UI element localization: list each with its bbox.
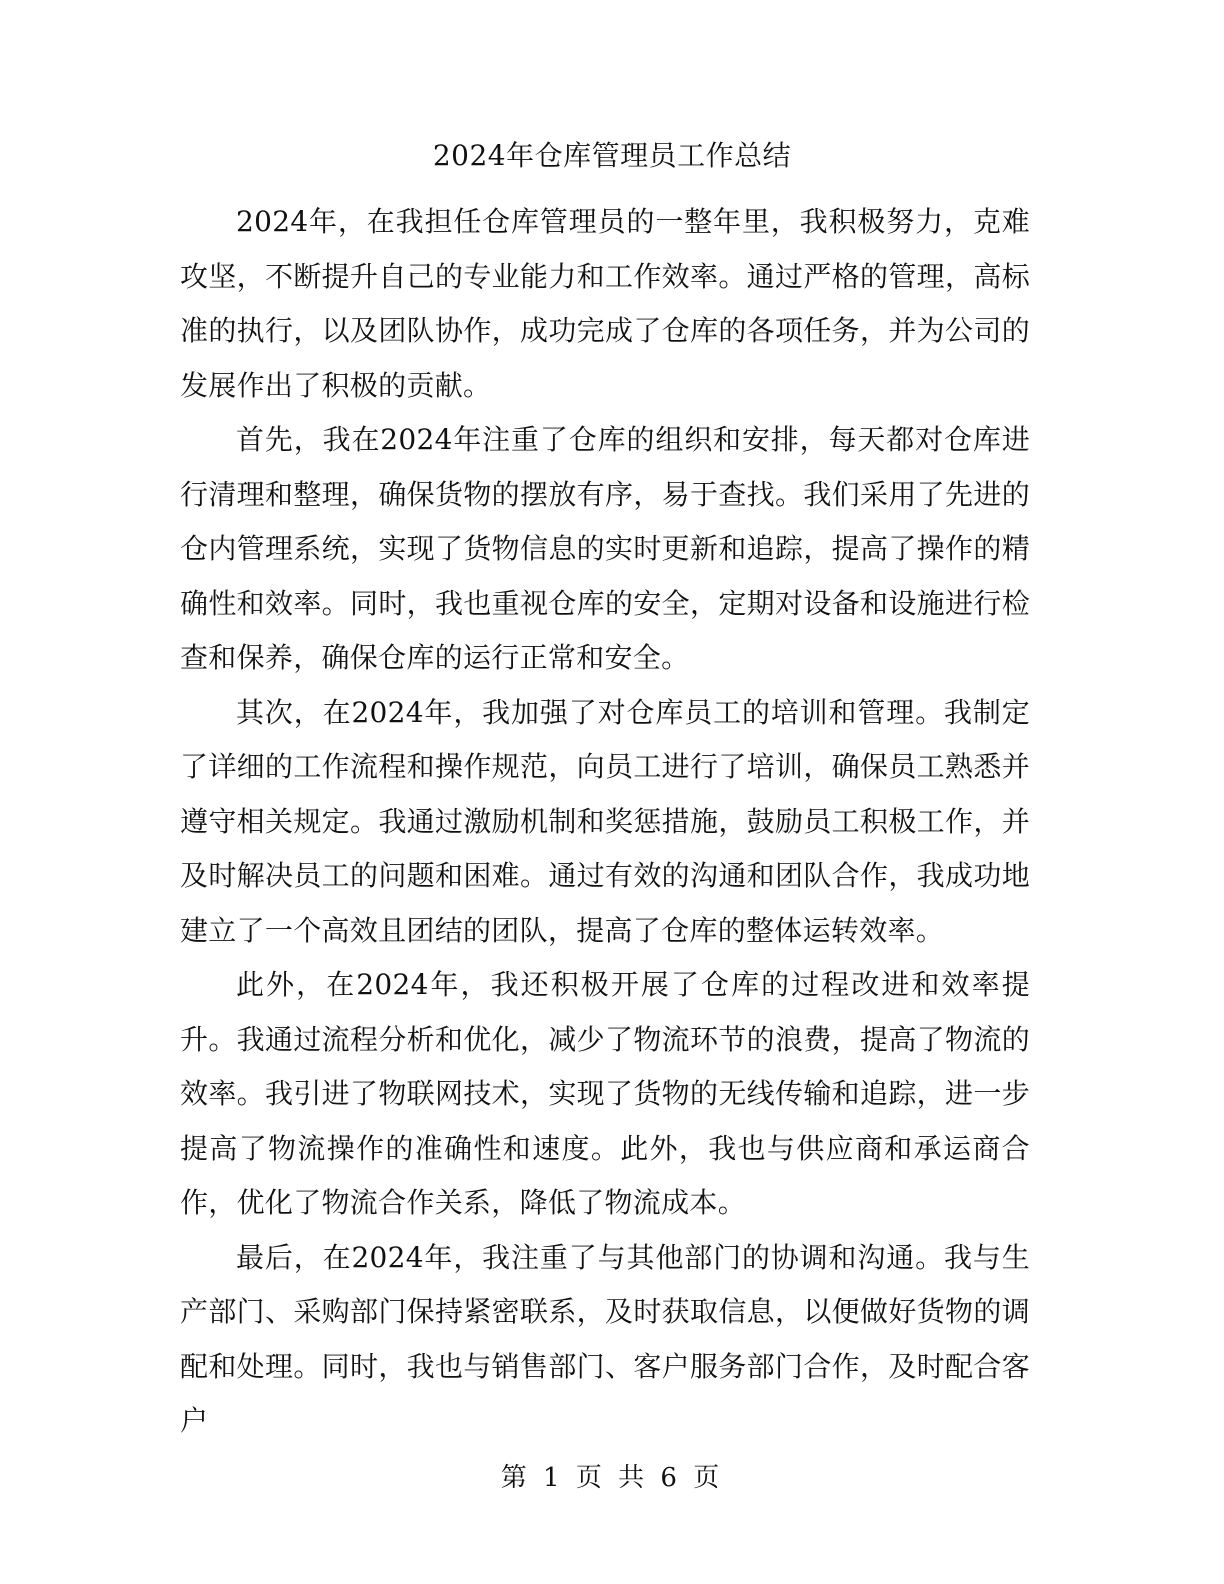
paragraph-intro: 2024年，在我担任仓库管理员的一整年里，我积极努力，克难攻坚，不断提升自己的专业能力和工作效率。通过严格的管理，高标准的执行，以及团队协作，成功完成了仓库的各项任务，并为公司的发展作出了积极的贡献。 (180, 205, 1030, 402)
paragraph-finally: 最后，在2024年，我注重了与其他部门的协调和沟通。我与生产部门、采购部门保持紧密联系，及时获取信息，以便做好货物的调配和处理。同时，我也与销售部门、客户服务部门合作，及时配合客户 (180, 1240, 1030, 1437)
page-number-footer: 第 1 页 共 6 页 (500, 1463, 724, 1493)
paragraph-second: 其次，在2024年，我加强了对仓库员工的培训和管理。我制定了详细的工作流程和操作规范，向员工进行了培训，确保员工熟悉并遵守相关规定。我通过激励机制和奖惩措施，鼓励员工积极工作，并及时解决员工的问题和困难。通过有效的沟通和团队合作，我成功地建立了一个高效且团结的团队，提高了仓库的整体运转效率。 (180, 695, 1030, 947)
paragraph-first: 首先，我在2024年注重了仓库的组织和安排，每天都对仓库进行清理和整理，确保货物的摆放有序，易于查找。我们采用了先进的仓内管理系统，实现了货物信息的实时更新和追踪，提高了操作的精确性和效率。同时，我也重视仓库的安全，定期对设备和设施进行检查和保养，确保仓库的运行正常和安全。 (180, 423, 1030, 674)
document-body (180, 195, 1030, 1449)
paragraph-additionally: 此外，在2024年，我还积极开展了仓库的过程改进和效率提升。我通过流程分析和优化，减少了物流环节的浪费，提高了物流的效率。我引进了物联网技术，实现了货物的无线传输和追踪，进一步提高了物流操作的准确性和速度。此外，我也与供应商和承运商合作，优化了物流合作关系，降低了物流成本。 (180, 968, 1030, 1219)
document-title: 2024年仓库管理员工作总结 (432, 139, 792, 172)
